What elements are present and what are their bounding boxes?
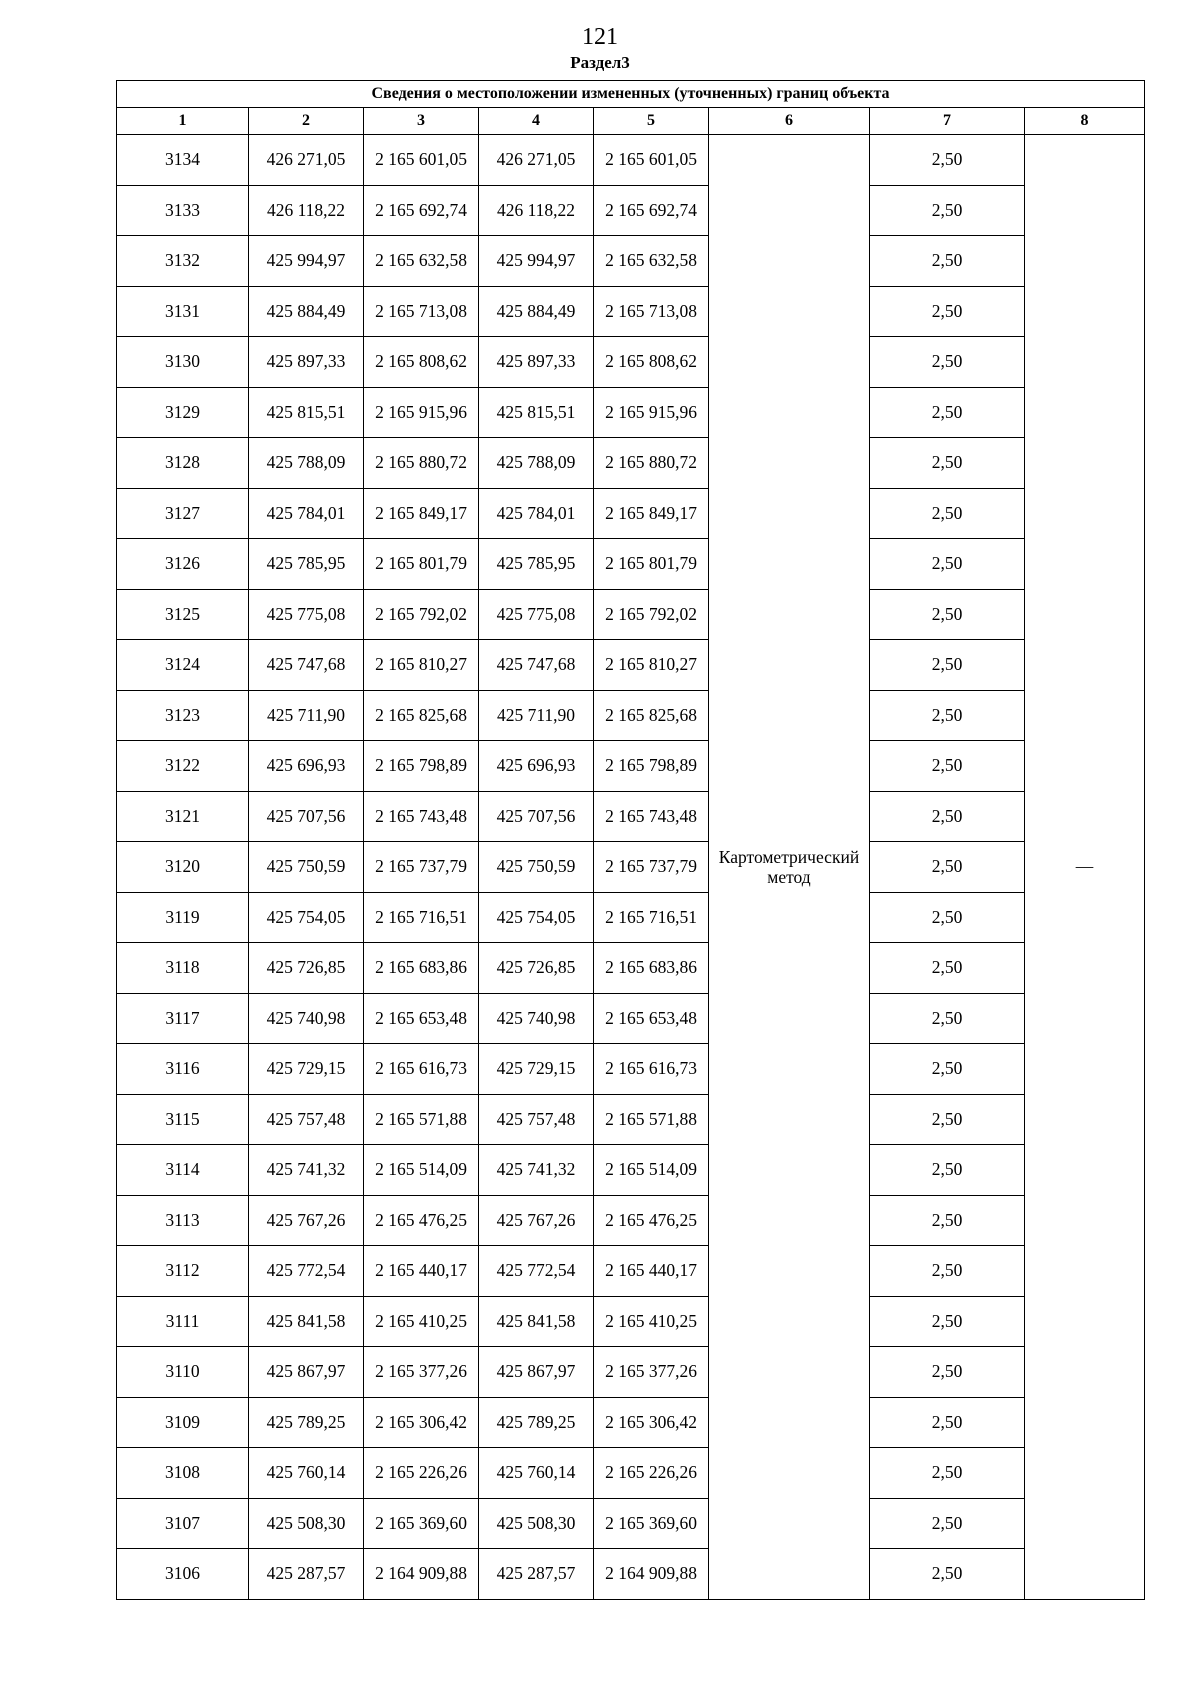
y-new-cell: 2 165 306,42 xyxy=(594,1397,709,1448)
table-row xyxy=(117,741,1145,792)
table-body xyxy=(117,135,1145,1600)
x-old-cell: 425 767,26 xyxy=(249,1195,364,1246)
y-old-cell: 2 165 716,51 xyxy=(364,892,479,943)
point-number-cell: 3121 xyxy=(117,791,249,842)
y-new-cell: 2 165 632,58 xyxy=(594,236,709,287)
y-new-cell: 2 165 716,51 xyxy=(594,892,709,943)
accuracy-cell: 2,50 xyxy=(870,741,1025,792)
table-row xyxy=(117,135,1145,186)
y-new-cell: 2 165 410,25 xyxy=(594,1296,709,1347)
accuracy-cell: 2,50 xyxy=(870,539,1025,590)
y-old-cell: 2 165 306,42 xyxy=(364,1397,479,1448)
point-number-cell: 3117 xyxy=(117,993,249,1044)
x-old-cell: 425 784,01 xyxy=(249,488,364,539)
point-number-cell: 3110 xyxy=(117,1347,249,1398)
x-old-cell: 425 841,58 xyxy=(249,1296,364,1347)
y-old-cell: 2 165 440,17 xyxy=(364,1246,479,1297)
x-new-cell: 425 707,56 xyxy=(479,791,594,842)
accuracy-cell: 2,50 xyxy=(870,993,1025,1044)
accuracy-cell: 2,50 xyxy=(870,589,1025,640)
x-old-cell: 425 707,56 xyxy=(249,791,364,842)
x-new-cell: 425 789,25 xyxy=(479,1397,594,1448)
x-old-cell: 425 760,14 xyxy=(249,1448,364,1499)
column-number: 3 xyxy=(364,108,479,135)
y-new-cell: 2 165 810,27 xyxy=(594,640,709,691)
y-new-cell: 2 165 377,26 xyxy=(594,1347,709,1398)
x-old-cell: 425 897,33 xyxy=(249,337,364,388)
point-number-cell: 3109 xyxy=(117,1397,249,1448)
y-old-cell: 2 165 810,27 xyxy=(364,640,479,691)
x-old-cell: 426 118,22 xyxy=(249,185,364,236)
x-old-cell: 425 884,49 xyxy=(249,286,364,337)
table-row xyxy=(117,1498,1145,1549)
x-new-cell: 425 757,48 xyxy=(479,1094,594,1145)
x-old-cell: 425 740,98 xyxy=(249,993,364,1044)
point-number-cell: 3125 xyxy=(117,589,249,640)
accuracy-cell: 2,50 xyxy=(870,640,1025,691)
y-new-cell: 2 165 653,48 xyxy=(594,993,709,1044)
table-row xyxy=(117,1448,1145,1499)
table-row xyxy=(117,1044,1145,1095)
x-new-cell: 425 696,93 xyxy=(479,741,594,792)
point-number-cell: 3123 xyxy=(117,690,249,741)
table-row xyxy=(117,589,1145,640)
x-old-cell: 425 711,90 xyxy=(249,690,364,741)
table-row xyxy=(117,943,1145,994)
accuracy-cell: 2,50 xyxy=(870,135,1025,186)
x-new-cell: 425 785,95 xyxy=(479,539,594,590)
y-old-cell: 2 165 476,25 xyxy=(364,1195,479,1246)
y-old-cell: 2 165 514,09 xyxy=(364,1145,479,1196)
y-old-cell: 2 165 915,96 xyxy=(364,387,479,438)
x-new-cell: 425 788,09 xyxy=(479,438,594,489)
accuracy-cell: 2,50 xyxy=(870,943,1025,994)
accuracy-cell: 2,50 xyxy=(870,488,1025,539)
x-old-cell: 425 757,48 xyxy=(249,1094,364,1145)
x-old-cell: 425 287,57 xyxy=(249,1549,364,1600)
x-new-cell: 426 271,05 xyxy=(479,135,594,186)
column-number: 7 xyxy=(870,108,1025,135)
accuracy-cell: 2,50 xyxy=(870,1498,1025,1549)
table-row xyxy=(117,1094,1145,1145)
x-new-cell: 425 747,68 xyxy=(479,640,594,691)
accuracy-cell: 2,50 xyxy=(870,690,1025,741)
x-new-cell: 425 750,59 xyxy=(479,842,594,893)
column-number: 5 xyxy=(594,108,709,135)
y-new-cell: 2 164 909,88 xyxy=(594,1549,709,1600)
x-new-cell: 425 897,33 xyxy=(479,337,594,388)
y-old-cell: 2 165 632,58 xyxy=(364,236,479,287)
accuracy-cell: 2,50 xyxy=(870,1044,1025,1095)
accuracy-cell: 2,50 xyxy=(870,1296,1025,1347)
x-new-cell: 425 760,14 xyxy=(479,1448,594,1499)
y-new-cell: 2 165 476,25 xyxy=(594,1195,709,1246)
x-new-cell: 425 772,54 xyxy=(479,1246,594,1297)
y-new-cell: 2 165 514,09 xyxy=(594,1145,709,1196)
accuracy-cell: 2,50 xyxy=(870,1397,1025,1448)
accuracy-cell: 2,50 xyxy=(870,1246,1025,1297)
table-row xyxy=(117,842,1145,893)
point-number-cell: 3133 xyxy=(117,185,249,236)
point-number-cell: 3113 xyxy=(117,1195,249,1246)
table-row xyxy=(117,286,1145,337)
y-new-cell: 2 165 440,17 xyxy=(594,1246,709,1297)
table-row xyxy=(117,337,1145,388)
x-old-cell: 425 785,95 xyxy=(249,539,364,590)
y-old-cell: 2 165 410,25 xyxy=(364,1296,479,1347)
accuracy-cell: 2,50 xyxy=(870,286,1025,337)
x-new-cell: 425 841,58 xyxy=(479,1296,594,1347)
x-old-cell: 425 789,25 xyxy=(249,1397,364,1448)
x-new-cell: 425 287,57 xyxy=(479,1549,594,1600)
x-old-cell: 425 994,97 xyxy=(249,236,364,287)
column-number-row xyxy=(117,108,1145,135)
y-old-cell: 2 165 571,88 xyxy=(364,1094,479,1145)
table-header xyxy=(117,81,1145,135)
y-new-cell: 2 165 808,62 xyxy=(594,337,709,388)
x-new-cell: 425 508,30 xyxy=(479,1498,594,1549)
x-new-cell: 425 867,97 xyxy=(479,1347,594,1398)
accuracy-cell: 2,50 xyxy=(870,185,1025,236)
x-old-cell: 425 815,51 xyxy=(249,387,364,438)
x-new-cell: 425 775,08 xyxy=(479,589,594,640)
x-old-cell: 425 747,68 xyxy=(249,640,364,691)
y-new-cell: 2 165 743,48 xyxy=(594,791,709,842)
table-row xyxy=(117,993,1145,1044)
point-number-cell: 3108 xyxy=(117,1448,249,1499)
y-new-cell: 2 165 226,26 xyxy=(594,1448,709,1499)
y-old-cell: 2 165 880,72 xyxy=(364,438,479,489)
x-new-cell: 425 741,32 xyxy=(479,1145,594,1196)
x-old-cell: 425 754,05 xyxy=(249,892,364,943)
table-row xyxy=(117,1195,1145,1246)
y-new-cell: 2 165 737,79 xyxy=(594,842,709,893)
y-new-cell: 2 165 571,88 xyxy=(594,1094,709,1145)
table-row xyxy=(117,1145,1145,1196)
y-old-cell: 2 164 909,88 xyxy=(364,1549,479,1600)
point-number-cell: 3106 xyxy=(117,1549,249,1600)
point-number-cell: 3126 xyxy=(117,539,249,590)
y-new-cell: 2 165 801,79 xyxy=(594,539,709,590)
point-number-cell: 3127 xyxy=(117,488,249,539)
table-row xyxy=(117,791,1145,842)
y-new-cell: 2 165 616,73 xyxy=(594,1044,709,1095)
point-number-cell: 3114 xyxy=(117,1145,249,1196)
x-old-cell: 425 696,93 xyxy=(249,741,364,792)
column-number: 2 xyxy=(249,108,364,135)
table-row xyxy=(117,690,1145,741)
table-row xyxy=(117,236,1145,287)
x-old-cell: 425 741,32 xyxy=(249,1145,364,1196)
point-number-cell: 3118 xyxy=(117,943,249,994)
table-row xyxy=(117,1549,1145,1600)
table-row xyxy=(117,185,1145,236)
y-old-cell: 2 165 616,73 xyxy=(364,1044,479,1095)
table-row xyxy=(117,438,1145,489)
table-row xyxy=(117,1397,1145,1448)
y-old-cell: 2 165 369,60 xyxy=(364,1498,479,1549)
y-new-cell: 2 165 880,72 xyxy=(594,438,709,489)
accuracy-cell: 2,50 xyxy=(870,892,1025,943)
y-old-cell: 2 165 792,02 xyxy=(364,589,479,640)
point-number-cell: 3132 xyxy=(117,236,249,287)
column-number: 6 xyxy=(709,108,870,135)
table-row xyxy=(117,488,1145,539)
y-old-cell: 2 165 683,86 xyxy=(364,943,479,994)
accuracy-cell: 2,50 xyxy=(870,438,1025,489)
point-number-cell: 3130 xyxy=(117,337,249,388)
page-number: 121 xyxy=(582,24,618,50)
accuracy-cell: 2,50 xyxy=(870,1549,1025,1600)
table-row xyxy=(117,539,1145,590)
point-number-cell: 3124 xyxy=(117,640,249,691)
table-row xyxy=(117,640,1145,691)
y-old-cell: 2 165 825,68 xyxy=(364,690,479,741)
accuracy-cell: 2,50 xyxy=(870,236,1025,287)
accuracy-cell: 2,50 xyxy=(870,791,1025,842)
y-old-cell: 2 165 801,79 xyxy=(364,539,479,590)
y-new-cell: 2 165 798,89 xyxy=(594,741,709,792)
y-new-cell: 2 165 692,74 xyxy=(594,185,709,236)
y-old-cell: 2 165 713,08 xyxy=(364,286,479,337)
x-new-cell: 425 994,97 xyxy=(479,236,594,287)
table-row xyxy=(117,1347,1145,1398)
table-caption: Сведения о местоположении измененных (уточненных) границ объекта xyxy=(117,81,1145,108)
table-row xyxy=(117,1246,1145,1297)
x-old-cell: 425 508,30 xyxy=(249,1498,364,1549)
point-number-cell: 3122 xyxy=(117,741,249,792)
x-old-cell: 425 772,54 xyxy=(249,1246,364,1297)
y-new-cell: 2 165 792,02 xyxy=(594,589,709,640)
accuracy-cell: 2,50 xyxy=(870,387,1025,438)
accuracy-cell: 2,50 xyxy=(870,1145,1025,1196)
x-new-cell: 425 767,26 xyxy=(479,1195,594,1246)
accuracy-cell: 2,50 xyxy=(870,1347,1025,1398)
x-old-cell: 425 775,08 xyxy=(249,589,364,640)
x-old-cell: 425 750,59 xyxy=(249,842,364,893)
x-old-cell: 425 726,85 xyxy=(249,943,364,994)
coordinates-table xyxy=(116,80,1145,1600)
y-old-cell: 2 165 226,26 xyxy=(364,1448,479,1499)
y-new-cell: 2 165 849,17 xyxy=(594,488,709,539)
point-number-cell: 3120 xyxy=(117,842,249,893)
x-old-cell: 425 867,97 xyxy=(249,1347,364,1398)
y-old-cell: 2 165 653,48 xyxy=(364,993,479,1044)
point-number-cell: 3129 xyxy=(117,387,249,438)
y-old-cell: 2 165 743,48 xyxy=(364,791,479,842)
table-row xyxy=(117,387,1145,438)
table-row xyxy=(117,1296,1145,1347)
x-old-cell: 425 788,09 xyxy=(249,438,364,489)
x-new-cell: 425 711,90 xyxy=(479,690,594,741)
method-cell: Картометрический метод xyxy=(709,135,870,1600)
column-number: 4 xyxy=(479,108,594,135)
y-old-cell: 2 165 601,05 xyxy=(364,135,479,186)
section-title: Раздел3 xyxy=(570,53,630,72)
point-number-cell: 3111 xyxy=(117,1296,249,1347)
y-old-cell: 2 165 737,79 xyxy=(364,842,479,893)
x-new-cell: 425 726,85 xyxy=(479,943,594,994)
y-new-cell: 2 165 825,68 xyxy=(594,690,709,741)
y-old-cell: 2 165 849,17 xyxy=(364,488,479,539)
column-number: 8 xyxy=(1025,108,1145,135)
x-new-cell: 425 884,49 xyxy=(479,286,594,337)
point-number-cell: 3115 xyxy=(117,1094,249,1145)
point-number-cell: 3107 xyxy=(117,1498,249,1549)
accuracy-cell: 2,50 xyxy=(870,337,1025,388)
accuracy-cell: 2,50 xyxy=(870,1094,1025,1145)
x-old-cell: 426 271,05 xyxy=(249,135,364,186)
x-new-cell: 425 815,51 xyxy=(479,387,594,438)
column8-cell: — xyxy=(1025,135,1145,1600)
point-number-cell: 3131 xyxy=(117,286,249,337)
point-number-cell: 3116 xyxy=(117,1044,249,1095)
table-row xyxy=(117,892,1145,943)
x-new-cell: 425 784,01 xyxy=(479,488,594,539)
x-new-cell: 425 729,15 xyxy=(479,1044,594,1095)
y-new-cell: 2 165 369,60 xyxy=(594,1498,709,1549)
point-number-cell: 3112 xyxy=(117,1246,249,1297)
y-old-cell: 2 165 692,74 xyxy=(364,185,479,236)
accuracy-cell: 2,50 xyxy=(870,1195,1025,1246)
accuracy-cell: 2,50 xyxy=(870,842,1025,893)
y-old-cell: 2 165 808,62 xyxy=(364,337,479,388)
y-new-cell: 2 165 713,08 xyxy=(594,286,709,337)
x-new-cell: 425 740,98 xyxy=(479,993,594,1044)
x-new-cell: 425 754,05 xyxy=(479,892,594,943)
x-new-cell: 426 118,22 xyxy=(479,185,594,236)
y-old-cell: 2 165 798,89 xyxy=(364,741,479,792)
y-new-cell: 2 165 601,05 xyxy=(594,135,709,186)
y-new-cell: 2 165 683,86 xyxy=(594,943,709,994)
y-new-cell: 2 165 915,96 xyxy=(594,387,709,438)
accuracy-cell: 2,50 xyxy=(870,1448,1025,1499)
column-number: 1 xyxy=(117,108,249,135)
point-number-cell: 3128 xyxy=(117,438,249,489)
x-old-cell: 425 729,15 xyxy=(249,1044,364,1095)
point-number-cell: 3134 xyxy=(117,135,249,186)
y-old-cell: 2 165 377,26 xyxy=(364,1347,479,1398)
point-number-cell: 3119 xyxy=(117,892,249,943)
